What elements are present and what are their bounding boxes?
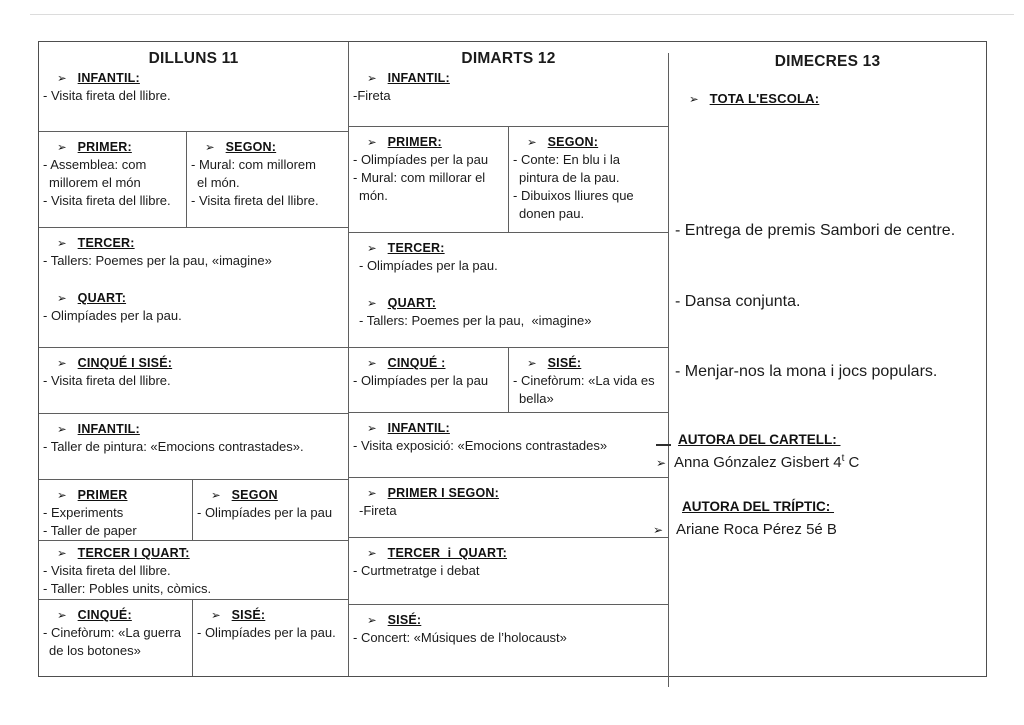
column-tuesday bbox=[348, 42, 668, 676]
section-header: SEGON: bbox=[547, 135, 599, 149]
activity-line: - Menjar-nos la mona i jocs populars. bbox=[675, 363, 938, 380]
section-header: TOTA L'ESCOLA: bbox=[709, 91, 820, 106]
activity-line: - Visita fireta del llibre. bbox=[43, 88, 171, 103]
activity-line: - Curtmetratge i debat bbox=[353, 563, 480, 578]
activity-line: - Taller: Pobles units, còmics. bbox=[43, 581, 212, 596]
activity-line: - Dibuixos lliures que bbox=[513, 188, 634, 203]
activity-line: - Visita exposició: «Emocions contrastades» bbox=[353, 438, 608, 453]
arrow-bullet-icon: ➢ bbox=[527, 135, 537, 149]
section-header: SISÉ: bbox=[231, 608, 266, 622]
section-header: INFANTIL: bbox=[387, 421, 450, 435]
monday-band-tercer-quart-2 bbox=[39, 541, 348, 600]
activity-line: bella» bbox=[519, 391, 554, 406]
arrow-bullet-icon: ➢ bbox=[367, 241, 377, 255]
arrow-bullet-icon: ➢ bbox=[527, 356, 537, 370]
section-header: SISÉ: bbox=[547, 356, 582, 370]
arrow-bullet-icon: ➢ bbox=[205, 140, 215, 154]
section-header: INFANTIL: bbox=[77, 71, 140, 85]
tuesday-band-primer-i-segon bbox=[349, 478, 668, 538]
section-header: INFANTIL: bbox=[77, 422, 140, 436]
underline-stub bbox=[656, 444, 671, 446]
section-header: INFANTIL: bbox=[387, 71, 450, 85]
section-header: PRIMER: bbox=[77, 140, 132, 154]
section-header: PRIMER: bbox=[387, 135, 442, 149]
activity-line: - Olimpíades per la pau bbox=[197, 505, 333, 520]
activity-line: - Visita fireta del llibre. bbox=[43, 193, 171, 208]
poster-author-class: C bbox=[844, 454, 860, 471]
monday-band-infantil bbox=[39, 42, 348, 132]
tuesday-band-cinque-sise bbox=[349, 348, 668, 413]
activity-line: pintura de la pau. bbox=[519, 170, 620, 185]
activity-line: - Olimpíades per la pau. bbox=[43, 308, 182, 323]
arrow-bullet-icon: ➢ bbox=[367, 296, 377, 310]
day-title-tuesday: DIMARTS 12 bbox=[461, 50, 556, 67]
activity-line: - Mural: com millorem bbox=[191, 157, 316, 172]
activity-line: donen pau. bbox=[519, 206, 585, 221]
section-header: PRIMER I SEGON: bbox=[387, 486, 499, 500]
arrow-bullet-icon: ➢ bbox=[57, 71, 67, 85]
whole-school-activities bbox=[675, 172, 955, 431]
section-header: TERCER: bbox=[77, 236, 135, 250]
tuesday-band-primer-segon bbox=[349, 127, 668, 233]
activity-line: - Tallers: Poemes per la pau, «imagine» bbox=[43, 253, 272, 268]
section-header: SISÉ: bbox=[387, 613, 422, 627]
activity-line: de los botones» bbox=[49, 643, 141, 658]
poster-author-name bbox=[674, 453, 859, 471]
activity-line: - Visita fireta del llibre. bbox=[191, 193, 319, 208]
section-header: TERCER: bbox=[387, 241, 445, 255]
activity-line: - Entrega de premis Sambori de centre. bbox=[675, 222, 956, 239]
arrow-bullet-icon: ➢ bbox=[57, 608, 67, 622]
arrow-bullet-icon: ➢ bbox=[57, 488, 67, 502]
activity-line: - Experiments bbox=[43, 505, 124, 520]
monday-band-cinque-sise bbox=[39, 348, 348, 414]
day-title-wednesday: DIMECRES 13 bbox=[774, 53, 881, 70]
activity-line: -Fireta bbox=[353, 88, 391, 103]
activity-line: - Olimpíades per la pau bbox=[353, 373, 489, 388]
activity-line: - Concert: «Músiques de l’holocaust» bbox=[353, 630, 567, 645]
monday-band-infantil-2 bbox=[39, 414, 348, 480]
arrow-bullet-icon: ➢ bbox=[367, 71, 377, 85]
activity-line: - Cinefòrum: «La vida es bbox=[513, 373, 655, 388]
tuesday-band-infantil-2 bbox=[349, 413, 668, 478]
section-header: CINQUÉ I SISÉ: bbox=[77, 356, 173, 370]
day-title-monday: DILLUNS 11 bbox=[148, 50, 239, 67]
activity-line: - Conte: En blu i la bbox=[513, 152, 620, 167]
tuesday-band-tercer-i-quart bbox=[349, 538, 668, 605]
activity-line: - Dansa conjunta. bbox=[675, 292, 801, 310]
activity-line: el món. bbox=[197, 175, 240, 190]
activity-line: - Olimpíades per la pau. bbox=[359, 258, 498, 273]
column-wednesday bbox=[653, 53, 986, 687]
arrow-bullet-icon: ➢ bbox=[367, 421, 377, 435]
activity-line: - Taller de paper bbox=[43, 523, 137, 538]
activity-line: - Mural: com millorar el bbox=[353, 170, 486, 185]
poster-author-name-text: Anna Gónzalez Gisbert 4 bbox=[674, 454, 842, 471]
arrow-bullet-icon: ➢ bbox=[689, 92, 699, 106]
tuesday-band-infantil bbox=[349, 42, 668, 127]
whole-school-header-line bbox=[669, 91, 986, 106]
arrow-bullet-icon: ➢ bbox=[367, 135, 377, 149]
column-monday bbox=[39, 42, 348, 676]
arrow-bullet-icon: ➢ bbox=[656, 456, 667, 470]
arrow-bullet-icon: ➢ bbox=[57, 356, 67, 370]
leaflet-author-label: AUTORA DEL TRÍPTIC: bbox=[682, 499, 835, 514]
arrow-bullet-icon: ➢ bbox=[367, 486, 377, 500]
arrow-bullet-icon: ➢ bbox=[211, 608, 221, 622]
tuesday-band-sise-2 bbox=[349, 605, 668, 676]
activity-line: - Visita fireta del llibre. bbox=[43, 563, 171, 578]
arrow-bullet-icon: ➢ bbox=[57, 291, 67, 305]
activity-line: -Fireta bbox=[359, 503, 397, 518]
activity-line: - Visita fireta del llibre. bbox=[43, 373, 171, 388]
activity-line: - Tallers: Poemes per la pau, «imagine» bbox=[359, 313, 592, 328]
page-top-rule bbox=[30, 14, 1014, 15]
arrow-bullet-icon: ➢ bbox=[211, 488, 221, 502]
monday-band-primer-segon-2 bbox=[39, 480, 348, 541]
arrow-bullet-icon: ➢ bbox=[57, 236, 67, 250]
schedule-table bbox=[38, 41, 987, 677]
section-header: TERCER i QUART: bbox=[387, 546, 508, 560]
poster-author-label: AUTORA DEL CARTELL: bbox=[678, 432, 841, 447]
activity-line: - Cinefòrum: «La guerra bbox=[43, 625, 182, 640]
activity-line: - Taller de pintura: «Emocions contrastades». bbox=[43, 439, 304, 454]
arrow-bullet-icon: ➢ bbox=[367, 546, 377, 560]
monday-band-tercer-quart bbox=[39, 228, 348, 348]
arrow-bullet-icon: ➢ bbox=[57, 422, 67, 436]
section-header: PRIMER bbox=[77, 488, 128, 502]
section-header: TERCER I QUART: bbox=[77, 546, 190, 560]
arrow-bullet-icon: ➢ bbox=[367, 613, 377, 627]
tuesday-band-tercer-quart bbox=[349, 233, 668, 348]
arrow-bullet-icon: ➢ bbox=[57, 546, 67, 560]
activity-line: - Olimpíades per la pau bbox=[353, 152, 489, 167]
leaflet-author-name: Ariane Roca Pérez 5é B bbox=[676, 521, 837, 538]
activity-line: - Assemblea: com bbox=[43, 157, 147, 172]
activity-line: - Olimpíades per la pau. bbox=[197, 625, 336, 640]
activity-line: millorem el món bbox=[49, 175, 141, 190]
section-header: SEGON: bbox=[225, 140, 277, 154]
section-header: SEGON bbox=[231, 488, 278, 502]
poster-author-grade-superscript: t bbox=[841, 453, 845, 464]
activity-line: món. bbox=[359, 188, 388, 203]
section-header: CINQUÉ: bbox=[77, 608, 132, 622]
monday-band-cinque-sise-2 bbox=[39, 600, 348, 676]
section-header: QUART: bbox=[387, 296, 437, 310]
arrow-bullet-icon: ➢ bbox=[57, 140, 67, 154]
arrow-bullet-icon: ➢ bbox=[653, 523, 664, 537]
arrow-bullet-icon: ➢ bbox=[367, 356, 377, 370]
section-header: QUART: bbox=[77, 291, 127, 305]
section-header: CINQUÉ : bbox=[387, 356, 446, 370]
monday-band-primer-segon bbox=[39, 132, 348, 228]
